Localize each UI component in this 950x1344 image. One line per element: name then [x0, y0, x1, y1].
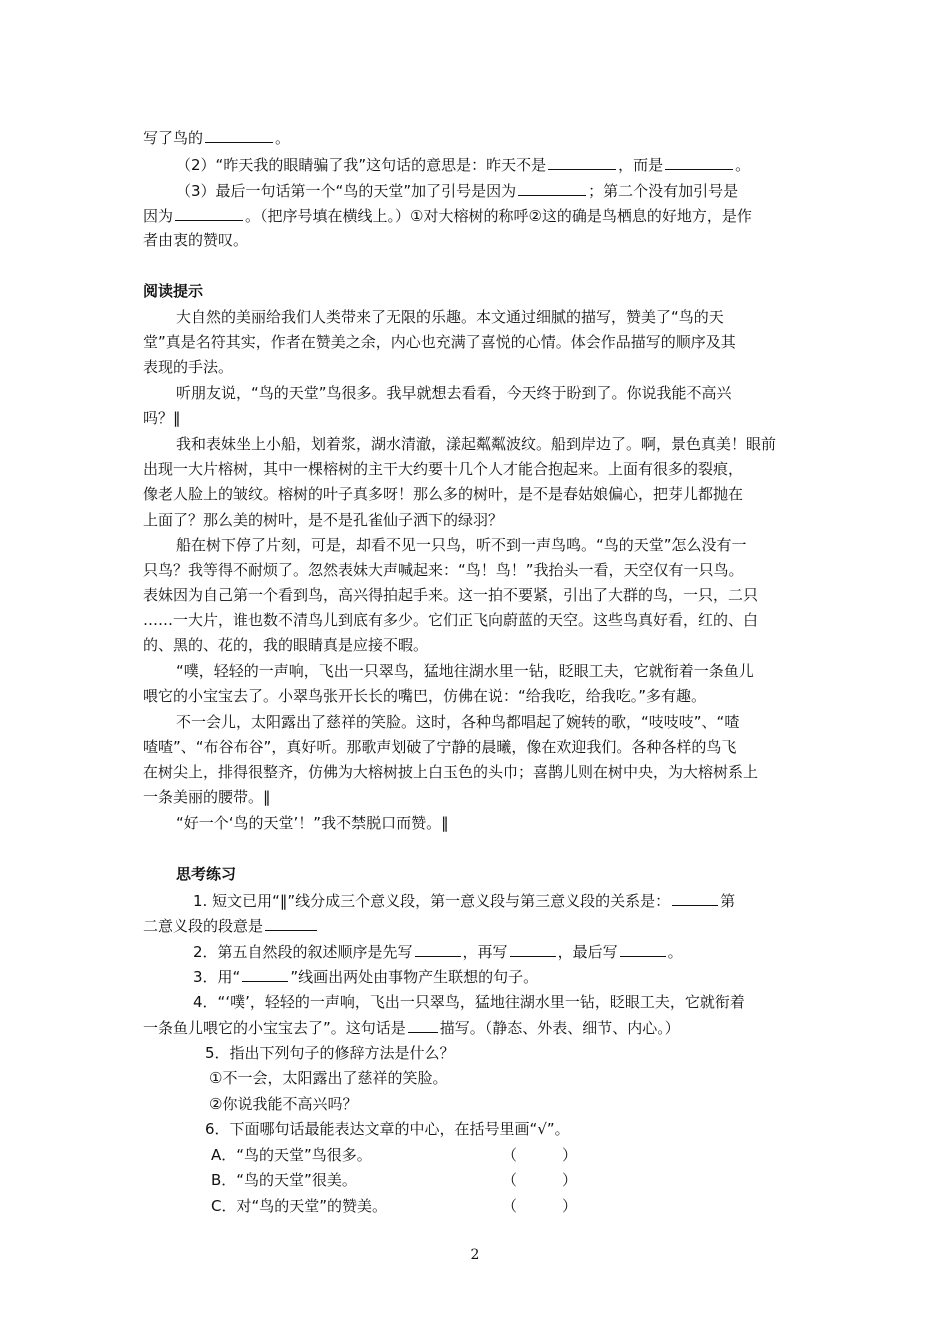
answer-blank[interactable]	[620, 941, 666, 957]
option-b-checkbox[interactable]: （ ）	[502, 1171, 578, 1189]
story-line: 上面了？那么美的树叶，是不是孔雀仙子洒下的绿羽？	[143, 511, 504, 529]
exercise-1-cont: 二意义段的段意是	[143, 915, 319, 936]
story-line: 只鸟？我等得不耐烦了。忽然表妹大声喊起来：“鸟！鸟！”我抬头一看，天空仅有一只鸟。	[143, 561, 744, 579]
answer-blank[interactable]	[265, 915, 317, 931]
question-3-line-3: 者由衷的赞叹。	[143, 231, 249, 249]
line-style-sample	[242, 966, 288, 982]
answer-blank[interactable]	[408, 1017, 438, 1033]
exercise-6: 6．下面哪句话最能表达文章的中心，在括号里画“√”。	[205, 1120, 570, 1138]
story-line: 听朋友说，“鸟的天堂”鸟很多。我早就想去看看，今天终于盼到了。你说我能不高兴	[176, 384, 732, 402]
story-line: 船在树下停了片刻，可是，却看不见一只鸟，听不到一声鸟鸣。“鸟的天堂”怎么没有一	[176, 536, 747, 554]
story-line: 吗？‖	[143, 409, 181, 427]
story-line: 一条美丽的腰带。‖	[143, 788, 271, 806]
hint-paragraph: 大自然的美丽给我们人类带来了无限的乐趣。本文通过细腻的描写，赞美了“鸟的天	[176, 308, 724, 326]
exercise-1: 1. 短文已用“‖”线分成三个意义段，第一意义段与第三意义段的关系是： 第	[193, 892, 736, 910]
exercise-3: 3．用“ ”线画出两处由事物产生联想的句子。	[193, 968, 539, 986]
question-3-line-2: 因为 。（把序号填在横线上。）①对大榕树的称呼②这的确是鸟栖息的好地方，是作	[143, 207, 752, 225]
hint-paragraph: 堂”真是名符其实，作者在赞美之余，内心也充满了喜悦的心情。体会作品描写的顺序及其	[143, 333, 736, 351]
exercise-5-sentence-2: ②你说我能不高兴吗？	[209, 1095, 358, 1113]
question-2: （2）“昨天我的眼睛骗了我”这句话的意思是：昨天不是 ，而是 。	[176, 156, 751, 174]
page-number: 2	[470, 1247, 480, 1263]
option-b: B．“鸟的天堂”很美。	[211, 1171, 357, 1189]
exercise-5: 5．指出下列句子的修辞方法是什么？	[205, 1044, 455, 1062]
option-c: C．对“鸟的天堂”的赞美。	[211, 1197, 388, 1215]
story-line: “好一个‘鸟的天堂’！”我不禁脱口而赞。‖	[176, 814, 449, 832]
story-line: 喂它的小宝宝去了。小翠鸟张开长长的嘴巴，仿佛在说：“给我吃，给我吃。”多有趣。	[143, 687, 707, 705]
answer-blank[interactable]	[175, 205, 243, 221]
story-line: 表妹因为自己第一个看到鸟，高兴得拍起手来。这一拍不要紧，引出了大群的鸟，一只，二只	[143, 586, 759, 604]
exercise-5-sentence-1: ①不一会，太阳露出了慈祥的笑脸。	[209, 1069, 448, 1087]
answer-blank[interactable]	[518, 180, 586, 196]
story-line: 在树尖上，排得很整齐，仿佛为大榕树披上白玉色的头巾；喜鹊儿则在树中央，为大榕树系上	[143, 763, 759, 781]
story-line: 像老人脸上的皱纹。榕树的叶子真多呀！那么多的树叶，是不是春姑娘偏心，把芽儿都抛在	[143, 485, 744, 503]
exercise-4-cont: 一条鱼儿喂它的小宝宝去了”。这句话是 描写。（静态、外表、细节、内心。）	[143, 1019, 680, 1037]
answer-blank[interactable]	[548, 154, 616, 170]
exercise-2: 2．第五自然段的叙述顺序是先写 ，再写 ，最后写 。	[193, 943, 683, 961]
story-line: 不一会儿，太阳露出了慈祥的笑脸。这时，各种鸟都唱起了婉转的歌，“吱吱吱”、“喳	[176, 713, 740, 731]
story-line: ……一大片，谁也数不清鸟儿到底有多少。它们正飞向蔚蓝的天空。这些鸟真好看，红的、白	[143, 611, 759, 629]
question-3-line-1: （3）最后一句话第一个“鸟的天堂”加了引号是因为 ；第二个没有加引号是	[176, 182, 739, 200]
story-line: 的、黑的、花的，我的眼睛真是应接不暇。	[143, 636, 429, 654]
story-line: 我和表妹坐上小船，划着浆，湖水清澈，漾起粼粼波纹。船到岸边了。啊，景色真美！眼前	[176, 435, 777, 453]
exercise-4: 4．“‘噗’，轻轻的一声响，飞出一只翠鸟，猛地往湖水里一钻，眨眼工夫，它就衔着	[193, 993, 745, 1011]
story-line: 喳喳”、“布谷布谷”，真好听。那歌声划破了宁静的晨曦，像在欢迎我们。各种各样的鸟飞	[143, 738, 737, 756]
answer-blank[interactable]	[510, 941, 556, 957]
answer-blank[interactable]	[672, 890, 718, 906]
option-c-checkbox[interactable]: （ ）	[502, 1197, 578, 1215]
story-line: 出现一大片榕树，其中一棵榕树的主干大约要十几个人才能合抱起来。上面有很多的裂痕，	[143, 460, 744, 478]
answer-blank[interactable]	[205, 127, 273, 143]
option-a: A．“鸟的天堂”鸟很多。	[211, 1146, 372, 1164]
section-title-exercises: 思考练习	[176, 865, 237, 883]
story-line: “噗，轻轻的一声响，飞出一只翠鸟，猛地往湖水里一钻，眨眼工夫，它就衔着一条鱼儿	[176, 662, 754, 680]
section-title-reading-hint: 阅读提示	[143, 282, 204, 300]
hint-paragraph: 表现的手法。	[143, 358, 234, 376]
answer-blank[interactable]	[415, 941, 461, 957]
option-a-checkbox[interactable]: （ ）	[502, 1146, 578, 1164]
answer-blank[interactable]	[665, 154, 733, 170]
top-line-1: 写了鸟的 。	[143, 129, 291, 147]
